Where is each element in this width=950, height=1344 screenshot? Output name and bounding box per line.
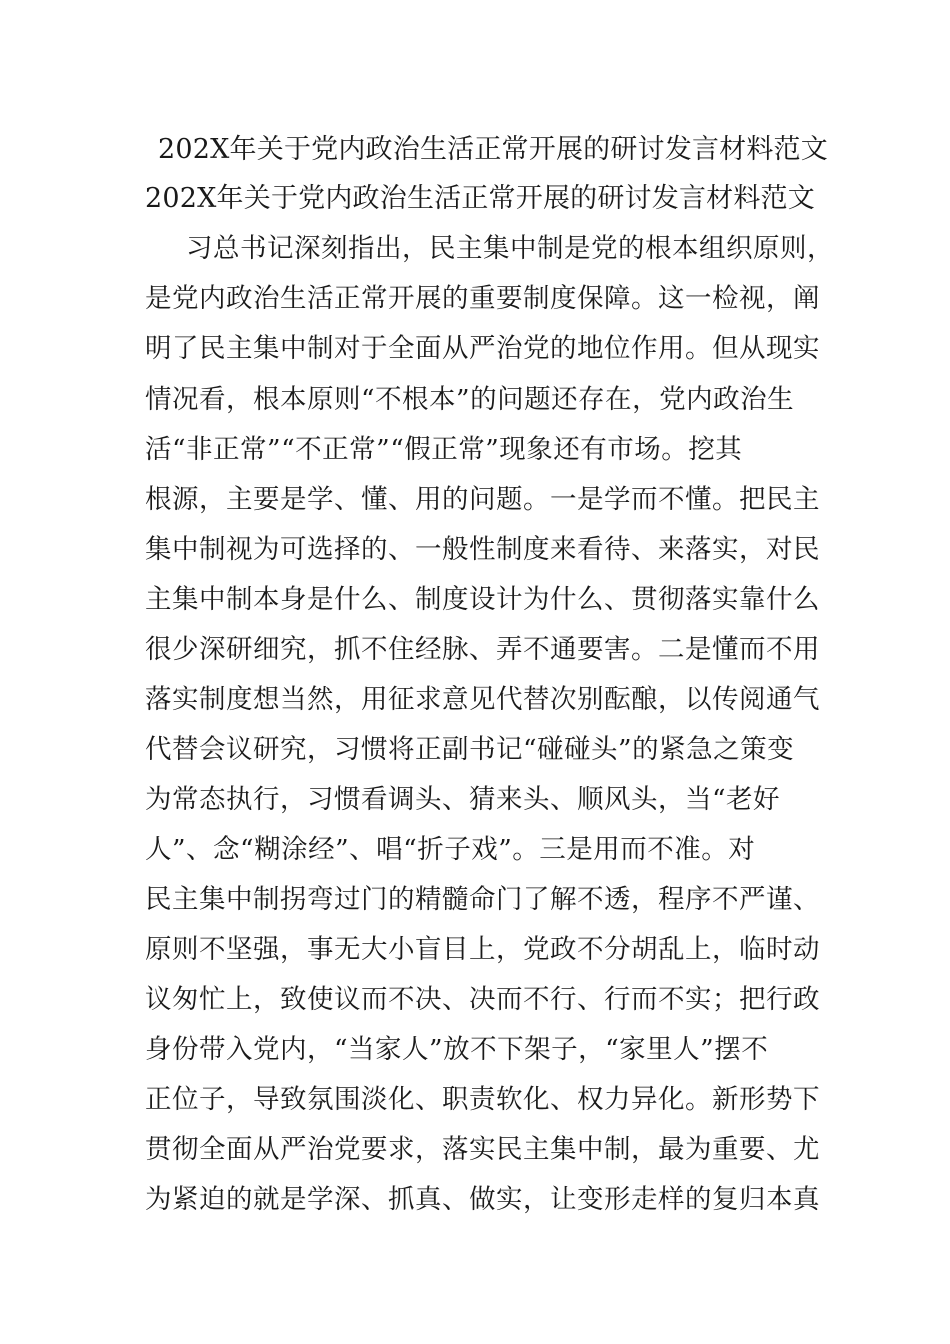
body-line: 很少深研细究，抓不住经脉、弄不通要害。二是懂而不用 [145,634,820,665]
body-line: 活“非正常”“不正常”“假正常”现象还有市场。挖其 [145,434,743,465]
body-line: 主集中制本身是什么、制度设计为什么、贯彻落实靠什么 [145,584,820,615]
body-line: 明了民主集中制对于全面从严治党的地位作用。但从现实 [145,333,820,364]
body-line: 身份带入党内，“当家人”放不下架子，“家里人”摆不 [145,1034,769,1065]
body-line: 情况看，根本原则“不根本”的问题还存在，党内政治生 [145,384,795,415]
body-line: 集中制视为可选择的、一般性制度来看待、来落实，对民 [145,534,820,565]
document-title: 202X年关于党内政治生活正常开展的研讨发言材料范文 [158,134,828,165]
body-line: 民主集中制拐弯过门的精髓命门了解不透，程序不严谨、 [145,884,820,915]
body-line: 为紧迫的就是学深、抓真、做实，让变形走样的复归本真 [145,1184,820,1215]
body-line: 习总书记深刻指出，民主集中制是党的根本组织原则， [186,233,834,264]
body-line: 是党内政治生活正常开展的重要制度保障。这一检视，阐 [145,283,820,314]
body-line: 原则不坚强，事无大小盲目上，党政不分胡乱上，临时动 [145,934,820,965]
body-line: 根源，主要是学、懂、用的问题。一是学而不懂。把民主 [145,484,820,515]
body-line: 人”、念“糊涂经”、唱“折子戏”。三是用而不准。对 [145,834,756,865]
document-title-repeat: 202X年关于党内政治生活正常开展的研讨发言材料范文 [145,183,815,214]
body-line: 为常态执行，习惯看调头、猜来头、顺风头，当“老好 [145,784,781,815]
body-line: 议匆忙上，致使议而不决、决而不行、行而不实；把行政 [145,984,820,1015]
body-line: 落实制度想当然，用征求意见代替次别酝酿，以传阅通气 [145,684,820,715]
body-line: 代替会议研究，习惯将正副书记“碰碰头”的紧急之策变 [145,734,795,765]
body-line: 贯彻全面从严治党要求，落实民主集中制，最为重要、尤 [145,1134,820,1165]
body-line: 正位子，导致氛围淡化、职责软化、权力异化。新形势下 [145,1084,820,1115]
